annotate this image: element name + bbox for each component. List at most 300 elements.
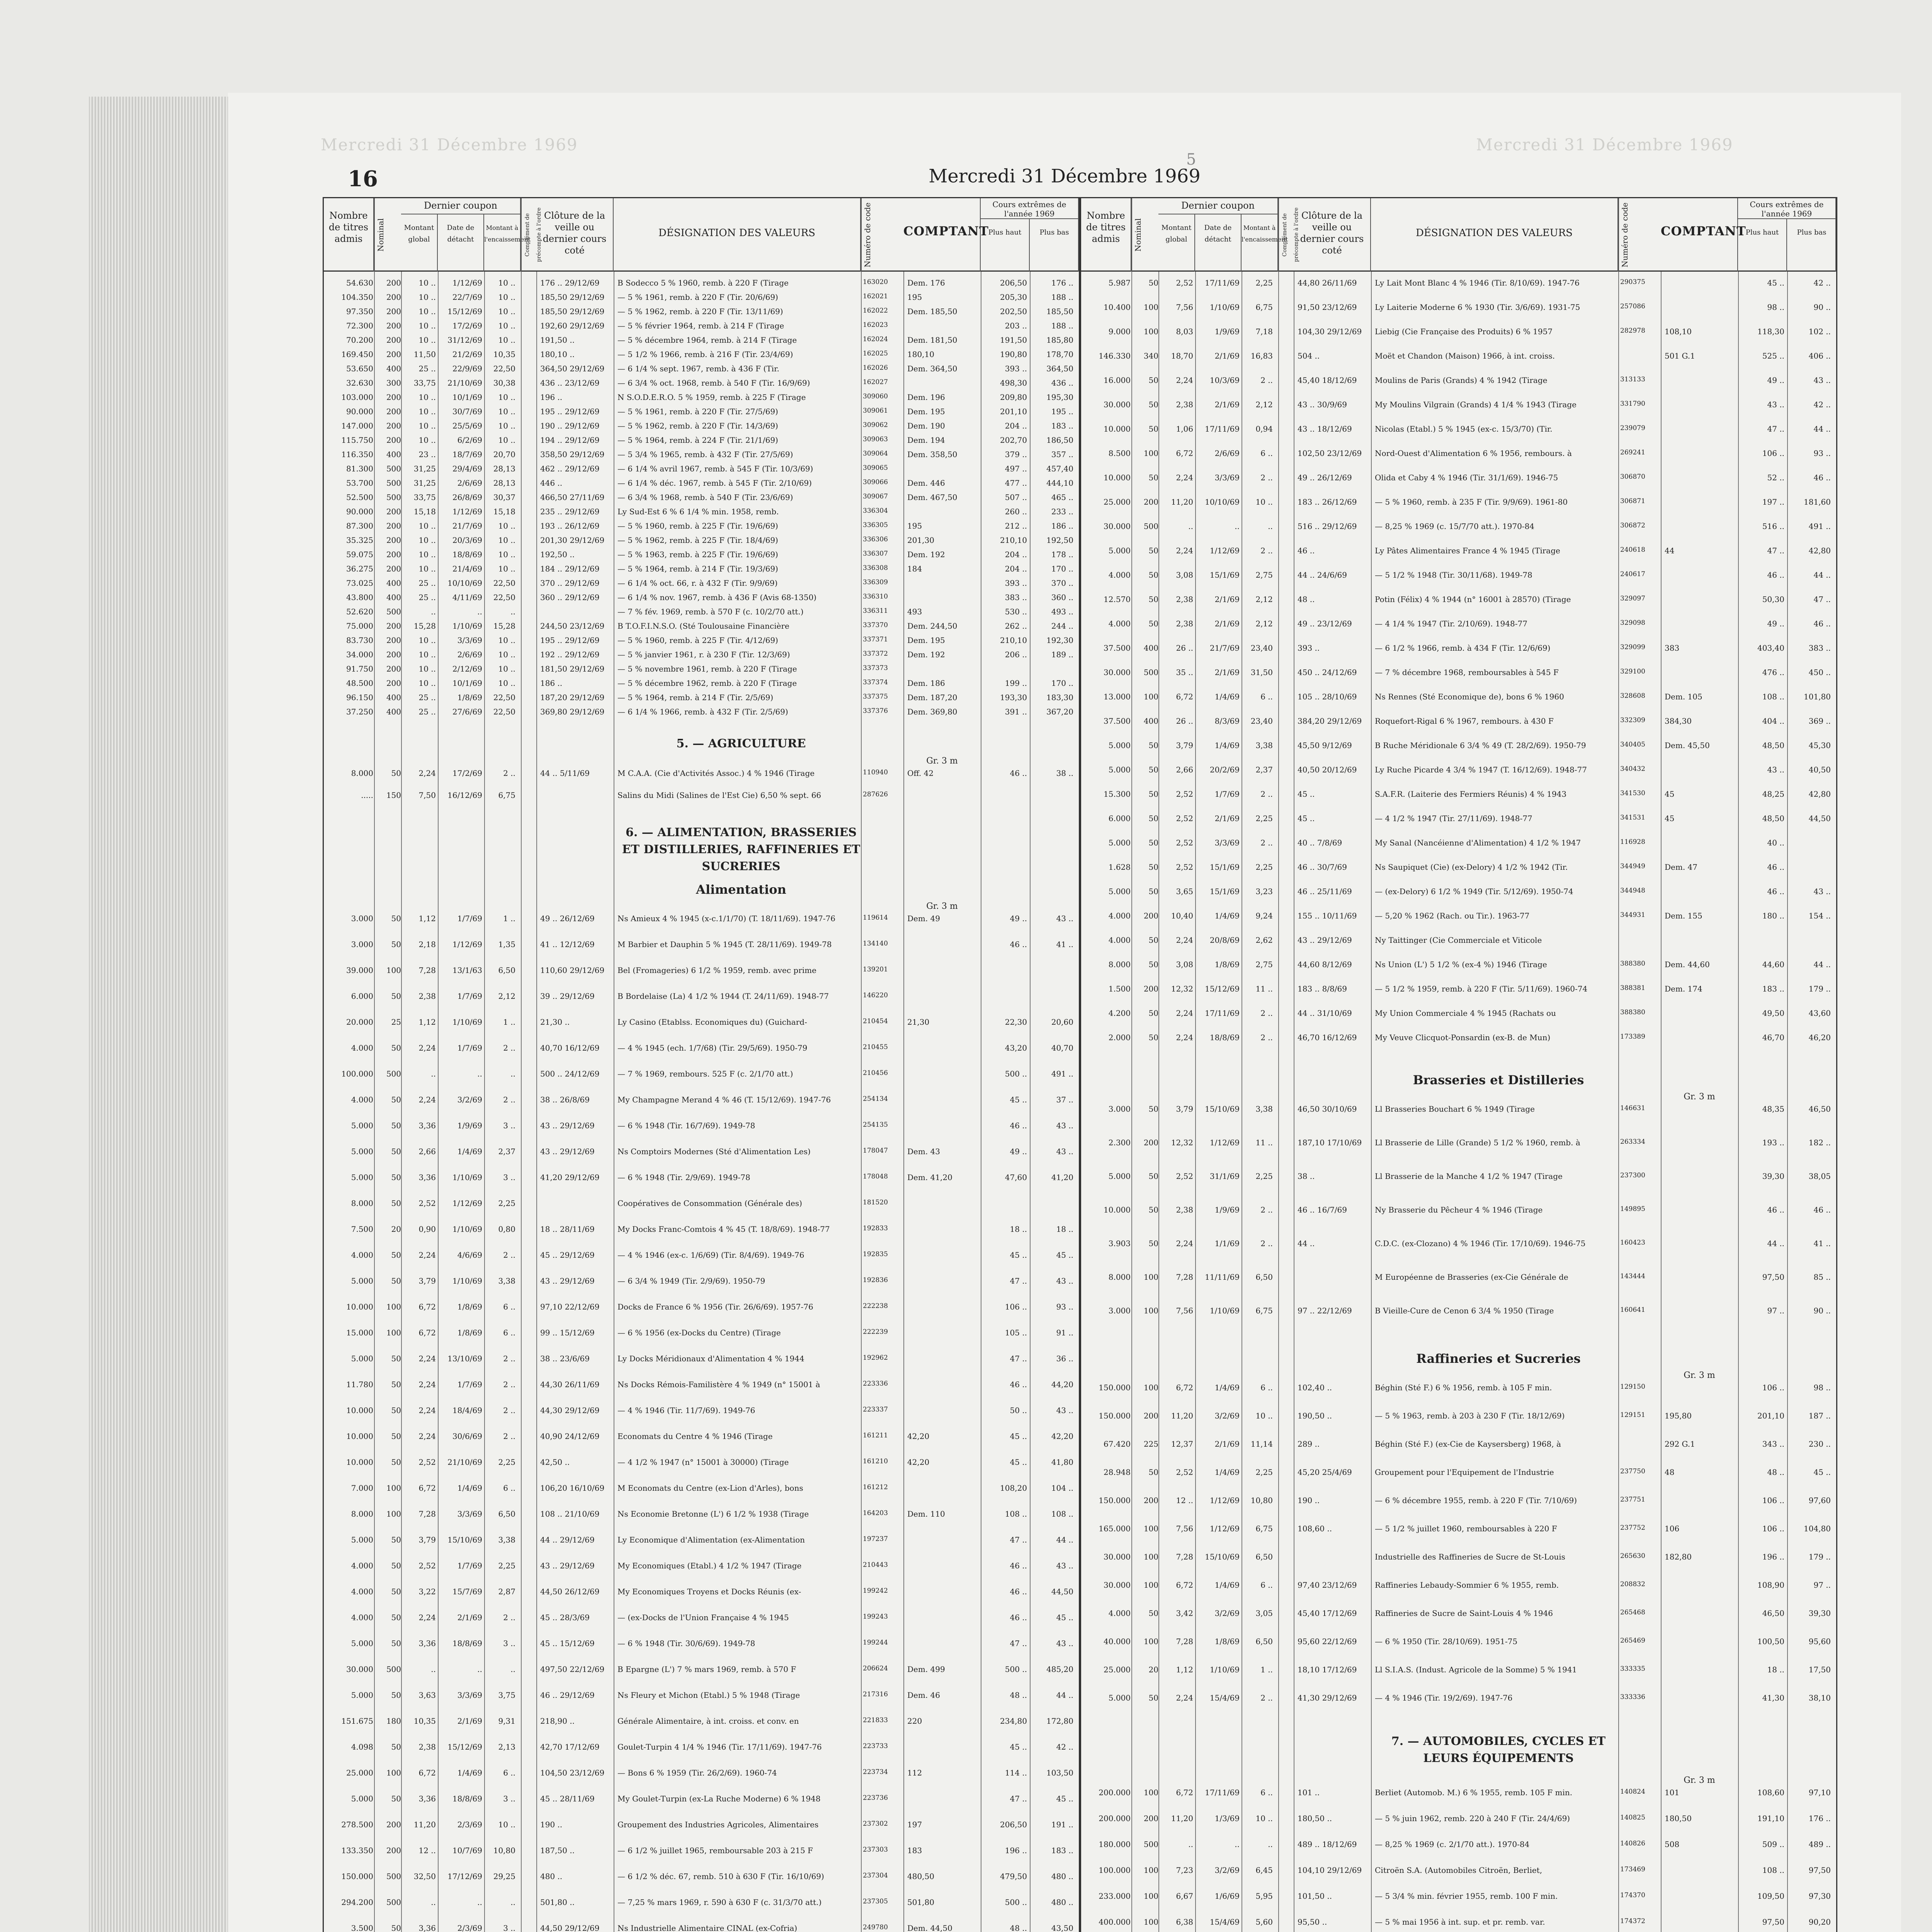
titres-cell: 10.000 <box>346 1406 373 1415</box>
montant-cell: 6,38 <box>1176 1917 1193 1927</box>
designation-cell: — 5,20 % 1962 (Rach. ou Tir.). 1963-77 <box>1375 911 1530 920</box>
table-row <box>324 1768 1079 1782</box>
plus-bas-cell: 44,20 <box>1051 1380 1073 1389</box>
date-cell: 20/8/69 <box>1209 935 1240 945</box>
titres-cell: 5.000 <box>1108 838 1131 847</box>
table-row <box>324 407 1079 421</box>
date-cell: 1/4/69 <box>1214 1383 1240 1392</box>
plus-bas-cell: 93 .. <box>1056 1302 1073 1311</box>
net-cell: 10 .. <box>1255 497 1273 507</box>
nominal-cell: 50 <box>1148 887 1158 896</box>
table-row <box>324 650 1079 664</box>
titres-cell: 278.500 <box>341 1820 373 1829</box>
net-cell: 1 .. <box>503 914 515 923</box>
nominal-cell: 50 <box>391 1276 401 1286</box>
plus-bas-cell: 41 .. <box>1813 1239 1831 1248</box>
code-cell: 192836 <box>863 1276 888 1284</box>
cloture-cell: 45 .. 15/12/69 <box>540 1639 595 1648</box>
nominal-cell: 50 <box>391 1742 401 1752</box>
plus-bas-cell: 491 .. <box>1051 1069 1073 1078</box>
comptant-cell: 180,10 <box>907 350 934 359</box>
table-row <box>324 507 1079 521</box>
montant-cell: 7,28 <box>1176 1552 1193 1561</box>
cloture-cell: 480 .. <box>540 1872 563 1881</box>
designation-cell: — 5 % décembre 1964, remb. à 214 F (Tirage <box>617 335 797 345</box>
nominal-cell: 100 <box>1143 303 1158 312</box>
montant-cell: 11,50 <box>413 350 436 359</box>
montant-cell: .. <box>1188 1840 1193 1849</box>
date-cell: 1/7/69 <box>457 1043 482 1053</box>
date-cell: 1/8/69 <box>457 1302 482 1311</box>
montant-cell: 33,75 <box>413 493 436 502</box>
plus-bas-cell: 43 .. <box>1056 1639 1073 1648</box>
titres-cell: 16.000 <box>1104 376 1131 385</box>
plus-bas-cell: 188 .. <box>1051 293 1073 302</box>
nominal-cell: 100 <box>1143 1580 1158 1590</box>
date-cell: 20/2/69 <box>1209 765 1240 774</box>
date-cell: 1/8/69 <box>1214 960 1240 969</box>
date-cell: 1/8/69 <box>457 1328 482 1337</box>
titres-cell: 11.780 <box>346 1380 373 1389</box>
designation-cell: Olida et Caby 4 % 1946 (Tir. 31/1/69). 1946-75 <box>1375 473 1558 482</box>
date-cell: 21/4/69 <box>452 564 482 573</box>
designation-cell: — 6 % 1950 (Tir. 28/10/69). 1951-75 <box>1375 1637 1518 1646</box>
cloture-cell: 46,50 30/10/69 <box>1298 1104 1357 1114</box>
code-cell: 146631 <box>1620 1104 1645 1112</box>
comptant-cell: 195,80 <box>1665 1411 1692 1420</box>
code-cell: 388380 <box>1620 1009 1645 1016</box>
code-cell: 337374 <box>863 679 888 686</box>
titres-cell: 52.620 <box>346 607 373 616</box>
date-cell: 10/1/69 <box>452 679 482 688</box>
cloture-cell: 187,10 17/10/69 <box>1298 1138 1362 1147</box>
cloture-cell: 44 .. 5/11/69 <box>540 769 590 778</box>
comptant-cell: Dem. 369,80 <box>907 707 957 716</box>
plus-bas-cell: 185,80 <box>1046 335 1073 345</box>
nominal-cell: 50 <box>391 1458 401 1467</box>
designation-cell: My Economiques (Etabl.) 4 1/2 % 1947 (Tirage <box>617 1561 802 1570</box>
date-cell: .. <box>477 1898 482 1907</box>
titres-cell: 8.000 <box>1108 960 1131 969</box>
designation-cell: — 6 % 1948 (Tir. 2/9/69). 1949-78 <box>617 1173 750 1182</box>
date-cell: 1/4/69 <box>457 1147 482 1156</box>
table-row <box>324 1613 1079 1627</box>
montant-cell: 2,24 <box>1176 935 1193 945</box>
net-cell: 11,14 <box>1250 1439 1273 1449</box>
code-cell: 249780 <box>863 1923 888 1931</box>
plus-haut-cell: 204 .. <box>1005 421 1027 430</box>
designation-cell: — 5 % mai 1956 à int. sup. et pr. remb. var. <box>1375 1917 1545 1927</box>
plus-haut-cell: 46 .. <box>1010 1380 1027 1389</box>
cloture-cell: 44 .. 31/10/69 <box>1298 1009 1352 1018</box>
nominal-cell: 50 <box>391 1250 401 1260</box>
code-cell: 290375 <box>1620 278 1645 286</box>
plus-bas-cell: 46 .. <box>1813 619 1831 628</box>
plus-haut-cell: 48,35 <box>1762 1104 1784 1114</box>
designation-cell: — 4 1/4 % 1947 (Tir. 2/10/69). 1948-77 <box>1375 619 1527 628</box>
designation-cell: Ly Economique d'Alimentation (ex-Alimentation <box>617 1535 805 1544</box>
table-row <box>1081 424 1836 438</box>
table-row <box>1081 984 1836 998</box>
designation-cell: Roquefort-Rigal 6 % 1967, rembours. à 430 F <box>1375 716 1554 726</box>
header-dernier-coupon-label: Dernier coupon <box>1181 200 1255 211</box>
montant-cell: 25 .. <box>418 707 436 716</box>
designation-cell: My Goulet-Turpin (ex-La Ruche Moderne) 6 % 1948 <box>617 1794 821 1803</box>
book-page-edges <box>89 97 232 1932</box>
plus-haut-cell: 108 .. <box>1762 692 1784 701</box>
plus-haut-cell: 203 .. <box>1005 321 1027 330</box>
plus-haut-cell: 106 .. <box>1762 1383 1784 1392</box>
titres-cell: 39.000 <box>346 966 373 975</box>
table-row <box>1081 1172 1836 1185</box>
date-cell: 2/3/69 <box>457 1923 482 1932</box>
table-row <box>1081 1411 1836 1425</box>
nominal-cell: 200 <box>386 664 401 673</box>
code-cell: 337372 <box>863 650 888 658</box>
code-cell: 210443 <box>863 1561 888 1569</box>
montant-cell: 2,52 <box>418 1458 436 1467</box>
table-row <box>324 1483 1079 1497</box>
titres-cell: 100.000 <box>1099 1866 1131 1875</box>
code-cell: 237302 <box>863 1820 888 1828</box>
titres-cell: 4.098 <box>351 1742 373 1752</box>
plus-bas-cell: 90,20 <box>1808 1917 1831 1927</box>
code-cell: 140825 <box>1620 1814 1645 1821</box>
cloture-cell: 101,50 .. <box>1298 1891 1332 1901</box>
montant-cell: 3,63 <box>418 1690 436 1700</box>
net-cell: 2 .. <box>503 1354 515 1363</box>
net-cell: 1,35 <box>498 940 515 949</box>
nominal-cell: 200 <box>386 564 401 573</box>
cloture-cell: 181,50 29/12/69 <box>540 664 605 673</box>
cloture-cell: 40,70 16/12/69 <box>540 1043 600 1053</box>
header-cours-extremes-label: Cours extrêmes de l'année 1969 <box>992 200 1066 218</box>
montant-cell: 1,12 <box>418 914 436 923</box>
cloture-cell: 108,60 .. <box>1298 1524 1332 1533</box>
plus-haut-cell: 210,10 <box>1000 536 1027 545</box>
plus-haut-cell: 46,50 <box>1762 1609 1784 1618</box>
code-cell: 140826 <box>1620 1840 1645 1847</box>
designation-cell: C.D.C. (ex-Clozano) 4 % 1946 (Tir. 17/10/69). 1946-75 <box>1375 1239 1586 1248</box>
montant-cell: 23 .. <box>418 450 436 459</box>
montant-cell: 6,72 <box>1176 692 1193 701</box>
montant-cell: 2,52 <box>1176 814 1193 823</box>
plus-bas-cell: 186,50 <box>1046 435 1073 445</box>
net-cell: 9,31 <box>498 1716 515 1726</box>
plus-bas-cell: 42 .. <box>1813 400 1831 409</box>
titres-cell: 32.630 <box>346 378 373 388</box>
cloture-cell: 195 .. 29/12/69 <box>540 636 600 645</box>
net-cell: 2 .. <box>503 1406 515 1415</box>
table-row <box>1081 1524 1836 1538</box>
montant-cell: 10 .. <box>418 393 436 402</box>
montant-cell: 15,28 <box>413 621 436 631</box>
date-cell: 1/8/69 <box>1214 1637 1240 1646</box>
table-row <box>1081 789 1836 803</box>
plus-haut-cell: 18 .. <box>1767 1665 1784 1674</box>
cloture-cell: 41,30 29/12/69 <box>1298 1693 1357 1702</box>
table-row <box>1081 1272 1836 1286</box>
center-mark: 5 <box>1186 151 1196 168</box>
plus-bas-cell: 230 .. <box>1808 1439 1831 1449</box>
date-cell: 2/1/69 <box>1214 1439 1240 1449</box>
plus-bas-cell: 46 .. <box>1813 473 1831 482</box>
plus-bas-cell: 183 .. <box>1051 1846 1073 1855</box>
net-cell: 2,75 <box>1255 570 1273 580</box>
plus-haut-cell: 343 .. <box>1762 1439 1784 1449</box>
net-cell: 3 .. <box>503 1639 515 1648</box>
nominal-cell: 200 <box>386 321 401 330</box>
date-cell: 21/7/69 <box>1209 643 1240 653</box>
date-cell: 1/12/69 <box>452 940 482 949</box>
date-cell: 1/10/69 <box>1209 1306 1240 1315</box>
table-row <box>324 578 1079 592</box>
nominal-cell: 50 <box>1148 1609 1158 1618</box>
date-cell: 1/4/69 <box>1214 1468 1240 1477</box>
cloture-cell: 43 .. 29/12/69 <box>540 1121 595 1130</box>
titres-cell: 8.000 <box>351 769 373 778</box>
montant-cell: 10,35 <box>413 1716 436 1726</box>
table-row <box>324 1276 1079 1290</box>
cloture-cell: 46 .. 25/11/69 <box>1298 887 1352 896</box>
table-row <box>1081 911 1836 925</box>
montant-cell: 3,08 <box>1176 570 1193 580</box>
code-cell: 161210 <box>863 1458 888 1465</box>
plus-haut-cell: 196 .. <box>1005 1846 1027 1855</box>
table-row <box>1081 643 1836 657</box>
plus-haut-cell: 500 .. <box>1005 1665 1027 1674</box>
montant-cell: 11,20 <box>1171 497 1193 507</box>
date-cell: 17/2/69 <box>452 769 482 778</box>
date-cell: .. <box>1235 522 1240 531</box>
plus-bas-cell: 40,50 <box>1808 765 1831 774</box>
date-cell: 4/6/69 <box>457 1250 482 1260</box>
designation-cell: Moulins de Paris (Grands) 4 % 1942 (Tirage <box>1375 376 1548 385</box>
plus-haut-cell: 48,50 <box>1762 741 1784 750</box>
cloture-cell: 45 .. 28/11/69 <box>540 1794 595 1803</box>
nominal-cell: 500 <box>386 1665 401 1674</box>
designation-cell: My Veuve Clicquot-Ponsardin (ex-B. de Mun) <box>1375 1033 1551 1042</box>
nominal-cell: 400 <box>386 364 401 373</box>
cloture-cell: 41 .. 12/12/69 <box>540 940 595 949</box>
nominal-cell: 500 <box>386 478 401 488</box>
date-cell: 1/7/69 <box>457 914 482 923</box>
date-cell: 10/10/69 <box>1205 497 1240 507</box>
net-cell: 10 .. <box>498 664 515 673</box>
nominal-cell: 50 <box>1148 1104 1158 1114</box>
date-cell: 2/1/69 <box>1214 595 1240 604</box>
cloture-cell: 46 .. 16/7/69 <box>1298 1205 1347 1214</box>
cloture-cell: 95,60 22/12/69 <box>1298 1637 1357 1646</box>
code-cell: 221833 <box>863 1716 888 1724</box>
designation-cell: — 7 % décembre 1968, remboursables à 545 F <box>1375 668 1559 677</box>
plus-bas-cell: 183 .. <box>1051 421 1073 430</box>
titres-cell: 81.300 <box>346 464 373 473</box>
code-cell: 181520 <box>863 1199 888 1206</box>
titres-cell: 180.000 <box>1099 1840 1131 1849</box>
cloture-cell: 358,50 29/12/69 <box>540 450 605 459</box>
nominal-cell: 50 <box>391 1354 401 1363</box>
net-cell: 23,40 <box>1250 716 1273 726</box>
code-cell: 222239 <box>863 1328 888 1336</box>
plus-bas-cell: 93 .. <box>1813 449 1831 458</box>
net-cell: .. <box>510 607 515 616</box>
plus-haut-cell: 210,10 <box>1000 636 1027 645</box>
montant-cell: 12,32 <box>1171 1138 1193 1147</box>
designation-cell: Générale Alimentaire, à int. croiss. et conv. en <box>617 1716 799 1726</box>
header-numero-code: Numéro de code <box>1618 198 1661 272</box>
plus-haut-cell: 45 .. <box>1010 1432 1027 1441</box>
comptant-cell: 42,20 <box>907 1458 930 1467</box>
date-cell: 2/1/69 <box>1214 668 1240 677</box>
designation-cell: M C.A.A. (Cie d'Activités Assoc.) 4 % 1946 (Tirage <box>617 769 815 778</box>
titres-cell: 1.500 <box>1108 984 1131 993</box>
plus-bas-cell: 195,30 <box>1046 393 1073 402</box>
net-cell: 22,50 <box>493 593 515 602</box>
montant-cell: 7,56 <box>1176 1306 1193 1315</box>
plus-haut-cell: 497 .. <box>1005 464 1027 473</box>
date-cell: 27/6/69 <box>452 707 482 716</box>
table-row <box>324 1923 1079 1932</box>
date-cell: 31/12/69 <box>447 335 482 345</box>
code-cell: 110940 <box>863 769 888 776</box>
montant-cell: 12,37 <box>1171 1439 1193 1449</box>
plus-bas-cell: 179 .. <box>1808 984 1831 993</box>
plus-bas-cell: 480 .. <box>1051 1898 1073 1907</box>
nominal-cell: 25 <box>391 1017 401 1027</box>
cloture-cell: 43 .. 30/9/69 <box>1298 400 1347 409</box>
titres-cell: 37.250 <box>346 707 373 716</box>
designation-cell: — 6 1/4 % oct. 66, r. à 432 F (Tir. 9/9/69) <box>617 578 778 588</box>
titres-cell: 150.000 <box>1099 1411 1131 1420</box>
plus-bas-cell: 182 .. <box>1808 1138 1831 1147</box>
nominal-cell: 50 <box>1148 838 1158 847</box>
nominal-cell: 100 <box>386 1328 401 1337</box>
montant-cell: 7,50 <box>418 791 436 800</box>
cloture-cell: 516 .. 29/12/69 <box>1298 522 1357 531</box>
designation-cell: — 6 1/2 % déc. 67, remb. 510 à 630 F (Tir. 16/10/69) <box>617 1872 824 1881</box>
header-cloture: Clôture de la veille ou dernier cours coté <box>1294 198 1371 272</box>
cloture-cell: 97,40 23/12/69 <box>1298 1580 1357 1590</box>
code-cell: 162024 <box>863 335 888 343</box>
plus-haut-cell: 18 .. <box>1010 1225 1027 1234</box>
table-row <box>1081 668 1836 682</box>
cloture-cell: 43 .. 18/12/69 <box>1298 424 1352 434</box>
cloture-cell: 180,50 .. <box>1298 1814 1332 1823</box>
date-cell: 6/2/69 <box>457 435 482 445</box>
titres-cell: 34.000 <box>346 650 373 659</box>
net-cell: 1 .. <box>1260 1665 1273 1674</box>
montant-cell: 6,72 <box>418 1302 436 1311</box>
comptant-cell: Dem. 192 <box>907 650 945 659</box>
designation-cell: — 6 % 1948 (Tir. 16/7/69). 1949-78 <box>617 1121 755 1130</box>
plus-bas-cell: 370 .. <box>1051 578 1073 588</box>
montant-cell: 2,38 <box>1176 595 1193 604</box>
date-cell: 2/1/69 <box>1214 400 1240 409</box>
net-cell: 2 .. <box>503 1432 515 1441</box>
header-cours-extremes-label: Cours extrêmes de l'année 1969 <box>1750 200 1824 218</box>
net-cell: 10 .. <box>498 421 515 430</box>
montant-cell: 2,24 <box>418 1354 436 1363</box>
cloture-cell: 184 .. 29/12/69 <box>540 564 600 573</box>
montant-cell: 12,32 <box>1171 984 1193 993</box>
montant-cell: 2,52 <box>418 1199 436 1208</box>
designation-cell: M Européenne de Brasseries (ex-Cie Générale de <box>1375 1272 1568 1282</box>
table-row <box>1081 765 1836 779</box>
nominal-cell: 100 <box>1143 1524 1158 1533</box>
designation-cell: B Vieille-Cure de Cenon 6 3/4 % 1950 (Tirage <box>1375 1306 1554 1315</box>
montant-cell: 2,18 <box>418 940 436 949</box>
date-cell: 1/4/69 <box>1214 911 1240 920</box>
date-cell: 2/1/69 <box>1214 814 1240 823</box>
code-cell: 237303 <box>863 1846 888 1854</box>
net-cell: .. <box>510 1069 515 1078</box>
section-title: 7. — AUTOMOBILES, CYCLES ET LEURS ÉQUIPEMENTS <box>1391 1735 1606 1765</box>
designation-cell: Ll Brasserie de la Manche 4 1/2 % 1947 (Tirage <box>1375 1172 1563 1181</box>
comptant-cell: Dem. 41,20 <box>907 1173 952 1182</box>
date-cell: 2/12/69 <box>452 664 482 673</box>
plus-bas-cell: 41 .. <box>1056 940 1073 949</box>
plus-haut-cell: 44,60 <box>1762 960 1784 969</box>
code-cell: 309062 <box>863 421 888 429</box>
table-row <box>324 335 1079 349</box>
net-cell: 6 .. <box>503 1483 515 1493</box>
nominal-cell: 20 <box>1148 1665 1158 1674</box>
plus-haut-cell: 190,80 <box>1000 350 1027 359</box>
net-cell: 28,13 <box>493 478 515 488</box>
montant-cell: 2,24 <box>1176 1009 1193 1018</box>
plus-bas-cell: 90 .. <box>1813 303 1831 312</box>
table-row <box>324 1846 1079 1860</box>
montant-cell: 2,24 <box>1176 1239 1193 1248</box>
designation-cell: — 5 1/2 % 1959, remb. à 220 F (Tir. 5/11/69). 1960-74 <box>1375 984 1588 993</box>
titres-cell: 5.000 <box>1108 765 1131 774</box>
designation-cell: Béghin (Sté F.) 6 % 1956, remb. à 105 F min. <box>1375 1383 1552 1392</box>
table-row <box>324 307 1079 321</box>
code-cell: 162021 <box>863 293 888 300</box>
net-cell: 31,50 <box>1250 668 1273 677</box>
net-cell: 3,38 <box>498 1276 515 1286</box>
table-row <box>324 450 1079 464</box>
cloture-cell: 45,40 17/12/69 <box>1298 1609 1357 1618</box>
plus-haut-cell: 44 .. <box>1767 1239 1784 1248</box>
code-cell: 329097 <box>1620 595 1645 602</box>
table-row <box>1081 376 1836 389</box>
comptant-cell: 197 <box>907 1820 922 1829</box>
date-cell: 1/4/69 <box>1214 1580 1240 1590</box>
table-row <box>1081 716 1836 730</box>
net-cell: .. <box>510 1898 515 1907</box>
date-cell: 3/2/69 <box>1214 1609 1240 1618</box>
plus-bas-cell: 40,70 <box>1051 1043 1073 1053</box>
plus-bas-cell: 44 .. <box>1813 960 1831 969</box>
designation-cell: — 7 % 1969, rembours. 525 F (c. 2/1/70 att.) <box>617 1069 793 1078</box>
plus-bas-cell: 183,30 <box>1046 693 1073 702</box>
nominal-cell: 400 <box>1143 643 1158 653</box>
titres-cell: 3.000 <box>1108 1306 1131 1315</box>
net-cell: 0,80 <box>498 1225 515 1234</box>
nominal-cell: 500 <box>386 1069 401 1078</box>
table-row <box>324 1535 1079 1549</box>
plus-haut-cell: 98 .. <box>1767 303 1784 312</box>
code-cell: 143444 <box>1620 1272 1645 1280</box>
net-cell: 6,50 <box>1255 1272 1273 1282</box>
montant-cell: .. <box>431 1898 436 1907</box>
net-cell: 10 .. <box>498 564 515 573</box>
plus-haut-cell: 383 .. <box>1005 593 1027 602</box>
header-nombre-titres: Nombre de titres admis <box>1081 198 1131 272</box>
net-cell: 3,23 <box>1255 887 1273 896</box>
